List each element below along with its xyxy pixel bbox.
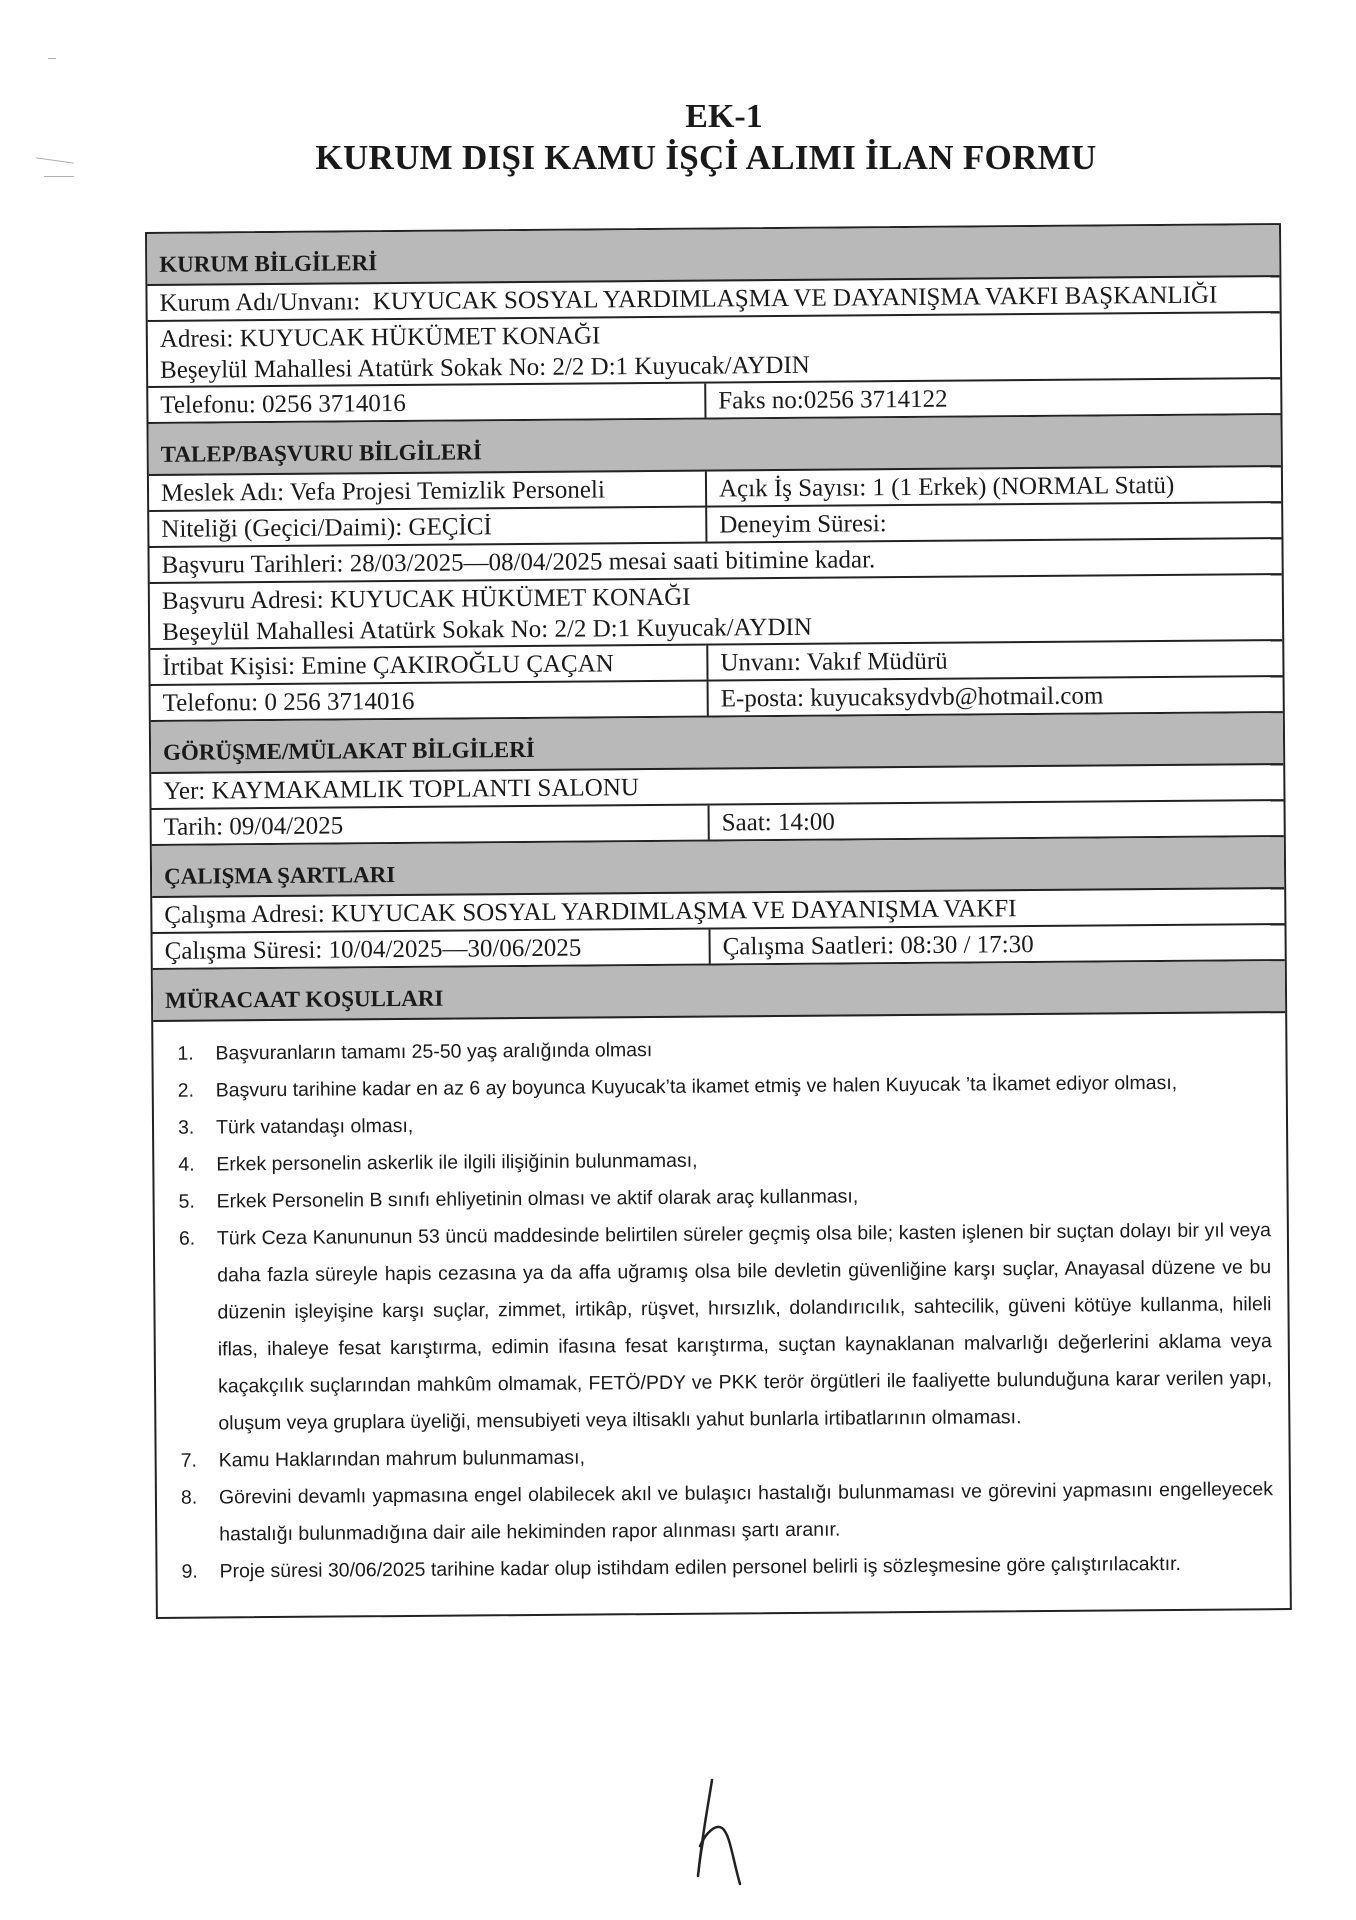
meslek-adi: Meslek Adı: Vefa Projesi Temizlik Personeli [149, 472, 707, 510]
list-item: 9. Proje süresi 30/06/2025 tarihine kadar olup istihdam edilen personel belirli iş sözleşmesine göre çalıştırılacaktır. [181, 1552, 1182, 1583]
nitelik: Niteliği (Geçici/Daimi): GEÇİCİ [149, 508, 707, 546]
talep-telefon: Telefonu: 0 256 3714016 [151, 682, 709, 720]
list-item: 7. Kamu Haklarından mahrum bulunmaması, [180, 1446, 586, 1472]
calisma-adresi: Çalışma Adresi: KUYUCAK SOSYAL YARDIMLAŞMA VE DAYANIŞMA VAKFI [164, 895, 1017, 929]
list-item: 2. Başvuru tarihine kadar en az 6 ay boyunca Kuyucak’ta ikamet etmiş ve halen Kuyucak ’ta İkamet ediyor olması, [177, 1071, 1178, 1102]
form-title: KURUM DIŞI KAMU İŞÇİ ALIMI İLAN FORMU [315, 138, 1097, 177]
section-talep-heading: TALEP/BAŞVURU BİLGİLERİ [149, 415, 1281, 476]
irtibat-kisisi: İrtibat Kişisi: Emine ÇAKIROĞLU ÇAÇAN [150, 646, 708, 684]
basvuru-adresi-line2: Beşeylül Mahallesi Atatürk Sokak No: 2/2 D:1 Kuyucak/AYDIN [162, 613, 812, 646]
kurum-adres [148, 313, 1280, 386]
list-item: 3. Türk vatandaşı olması, [177, 1114, 414, 1139]
talep-eposta: E-posta: kuyucaksydvb@hotmail.com [720, 682, 1104, 713]
calisma-suresi: Çalışma Süresi: 10/04/2025—30/06/2025 [153, 930, 711, 968]
kurum-ad-value: KUYUCAK SOSYAL YARDIMLAŞMA VE DAYANIŞMA VAKFI BAŞKANLIĞI [372, 281, 1218, 316]
deneyim-suresi: Deneyim Süresi: [719, 510, 887, 539]
section-calisma-heading: ÇALIŞMA ŞARTLARI [152, 837, 1284, 898]
gorusme-tarih: Tarih: 09/04/2025 [152, 806, 710, 844]
basvuru-adresi [150, 575, 1282, 648]
talep-adres-row [150, 575, 1282, 650]
gorusme-yer: Yer: KAYMAKAMLIK TOPLANTI SALONU [163, 774, 640, 805]
kurum-adres-row [148, 313, 1280, 388]
kurum-adres-line2: Beşeylül Mahallesi Atatürk Sokak No: 2/2 D:1 Kuyucak/AYDIN [159, 351, 810, 384]
basvuru-adresi-line1: Başvuru Adresi: KUYUCAK HÜKÜMET KONAĞI [161, 583, 691, 615]
list-item: 5. Erkek Personelin B sınıfı ehliyetinin olması ve aktif olarak araç kullanması, [178, 1185, 859, 1213]
section-gorusme-heading: GÖRÜŞME/MÜLAKAT BİLGİLERİ [151, 713, 1283, 774]
kurum-telefon: Telefonu: 0256 3714016 [148, 384, 706, 422]
list-item: 1. Başvuranların tamamı 25-50 yaş aralığında olması [177, 1039, 653, 1065]
list-item: 6. Türk Ceza Kanununun 53 üncü maddesinde belirtilen süreler geçmiş olsa bile; kasten işlenen bir suçtan dolayı bir yıl veya daha fazla süreyle hapis cezasına ya da affa uğramış olsa bile devletin güvenliğine karşı suçlar, Anayasal düzene ve bu düzenin işleyişine karşı suçlar, zimmet, irtikâp, rüşvet, hırsızlık, dolandırıcılık, sahtecilik, güveni kötüye kullanma, hileli iflas, ihaleye fesat karıştırma, edimin ifasına fesat karıştırma, suçtan kaynaklanan malvarlığı değerlerini aklama veya kaçakçılık suçlarından mahkûm olmamak, FETÖ/PDY ve PKK terör örgütleri ile faaliyette bulunduğuna karar verilen yapı, oluşum veya gruplara üyeliği, mensubiyeti veya iltisaklı yahut bunlarla irtibatlarının olmaması. [178, 1219, 1273, 1435]
application-form [145, 223, 1292, 1619]
irtibat-unvan: Unvanı: Vakıf Müdürü [720, 647, 948, 677]
section-muracaat-heading: MÜRACAAT KOŞULLARI [153, 961, 1285, 1022]
kurum-ad-label: Kurum Adı/Unvanı: [159, 288, 361, 317]
gorusme-saat: Saat: 14:00 [721, 808, 835, 837]
section-kurum-heading: KURUM BİLGİLERİ [147, 225, 1279, 286]
kurum-faks: Faks no:0256 3714122 [718, 385, 948, 415]
list-item: 4. Erkek personelin askerlik ile ilgili ilişiğinin bulunmaması, [178, 1149, 698, 1176]
signature [682, 1776, 772, 1886]
basvuru-tarihleri: Başvuru Tarihleri: 28/03/2025—08/04/2025 mesai saati bitimine kadar. [161, 546, 876, 579]
conditions-list [153, 1013, 1290, 1617]
form-code: EK-1 [685, 98, 763, 135]
list-item: 8. Görevini devamlı yapmasına engel olabilecek akıl ve bulaşıcı hastalığı bulunmaması ve görevini yapmasını engelleyecek hastalığı bulunmadığına dair aile hekiminden rapor alınması şartı aranır. [180, 1478, 1273, 1546]
calisma-saatleri: Çalışma Saatleri: 08:30 / 17:30 [722, 931, 1034, 961]
kurum-adres-line1: Adresi: KUYUCAK HÜKÜMET KONAĞI [159, 322, 601, 353]
acik-is-sayisi: Açık İş Sayısı: 1 (1 Erkek) (NORMAL Statü) [718, 471, 1175, 503]
